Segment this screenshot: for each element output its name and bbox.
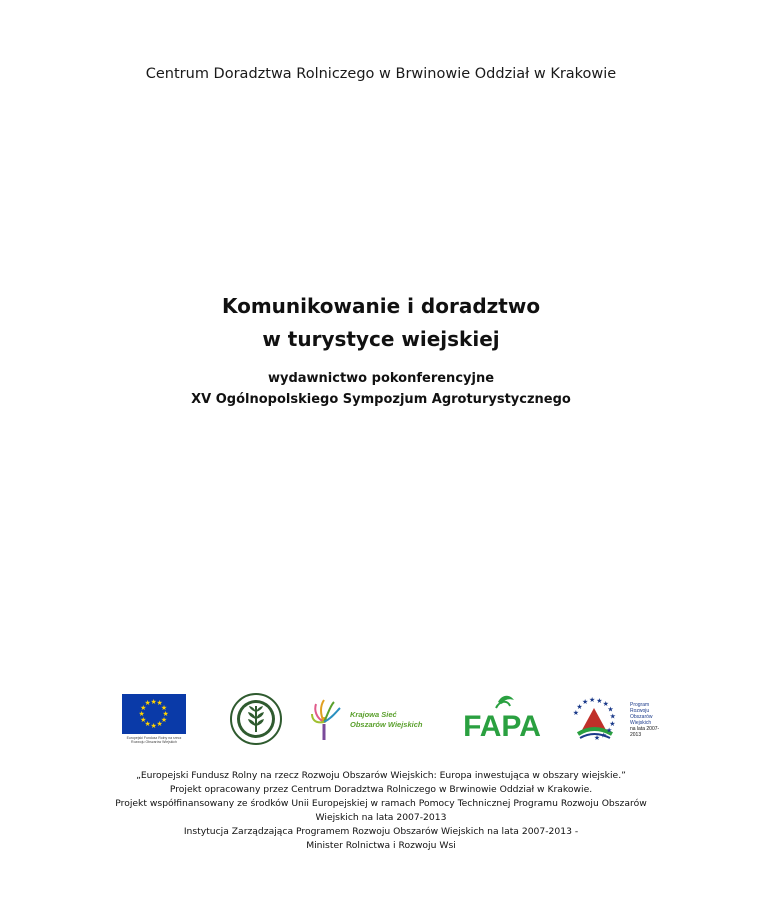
subtitle-line-2: XV Ogólnopolskiego Sympozjum Agroturystycznego xyxy=(191,392,571,407)
prow-star-icon: ★ xyxy=(606,727,613,735)
prow-star-icon: ★ xyxy=(600,732,607,740)
eu-star-icon: ★ xyxy=(144,700,151,708)
prow-star-icon: ★ xyxy=(607,706,614,714)
funding-notice xyxy=(0,769,762,853)
fapa-logo-icon xyxy=(458,694,546,740)
prow-star-icon: ★ xyxy=(576,703,583,711)
prow-label: Program Rozwoju Obszarów Wiejskich na lata 2007-2013 xyxy=(630,702,660,738)
eu-caption: Europejski Fundusz Rolny na rzecz Rozwoju Obszarów Wiejskich xyxy=(126,736,182,744)
eu-star-icon: ★ xyxy=(162,710,169,718)
eu-star-icon: ★ xyxy=(140,704,147,712)
eu-star-icon: ★ xyxy=(150,698,157,706)
ministry-seal-icon xyxy=(229,692,283,746)
eu-star-icon: ★ xyxy=(156,700,163,708)
prow-star-icon: ★ xyxy=(593,734,601,742)
eu-star-icon: ★ xyxy=(160,716,168,724)
prow-star-icon: ★ xyxy=(602,701,609,709)
prow-star-icon: ★ xyxy=(596,697,603,705)
footer-line-3: Projekt współfinansowany ze środków Unii Europejskiej w ramach Pomocy Technicznej Programu Rozwoju Obszarów xyxy=(115,798,647,809)
eu-flag-icon xyxy=(122,694,186,749)
eu-star-icon: ★ xyxy=(160,704,168,712)
ksow-logo-icon xyxy=(310,698,436,742)
footer-line-2: Projekt opracowany przez Centrum Doradztwa Rolniczego w Brwinowie Oddział w Krakowie. xyxy=(169,784,593,795)
eu-star-icon: ★ xyxy=(156,720,163,728)
footer-line-1: „Europejski Fundusz Rolny na rzecz Rozwoju Obszarów Wiejskich: Europa inwestująca w obszary wiejskie.” xyxy=(136,770,626,781)
eu-star-icon: ★ xyxy=(144,720,151,728)
prow-star-icon: ★ xyxy=(572,710,580,718)
document-title xyxy=(0,290,762,356)
prow-logo-icon xyxy=(568,694,660,744)
fapa-text: FAPA xyxy=(463,710,541,740)
ksow-label: Krajowa Sieć Obszarów Wiejskich xyxy=(350,710,423,729)
title-line-1: Komunikowanie i doradztwo xyxy=(221,294,541,318)
title-line-2: w turystyce wiejskiej xyxy=(262,327,500,351)
prow-star-icon: ★ xyxy=(588,697,596,705)
prow-star-icon: ★ xyxy=(581,699,589,707)
prow-star-icon: ★ xyxy=(609,713,616,721)
eu-star-icon: ★ xyxy=(138,710,145,718)
prow-star-icon: ★ xyxy=(609,720,616,728)
footer-line-4: Wiejskich na lata 2007-2013 xyxy=(315,812,447,823)
institution-header: Centrum Doradztwa Rolniczego w Brwinowie Oddział w Krakowie xyxy=(145,66,617,82)
eu-star-icon: ★ xyxy=(140,716,147,724)
footer-line-5: Instytucja Zarządzająca Programem Rozwoju Obszarów Wiejskich na lata 2007-2013 - xyxy=(183,826,579,837)
sponsor-logos xyxy=(0,690,762,750)
footer-line-6: Minister Rolnictwa i Rozwoju Wsi xyxy=(306,840,456,851)
document-subtitle xyxy=(0,368,762,410)
eu-star-icon: ★ xyxy=(150,722,157,730)
subtitle-line-1: wydawnictwo pokonferencyjne xyxy=(267,371,495,386)
